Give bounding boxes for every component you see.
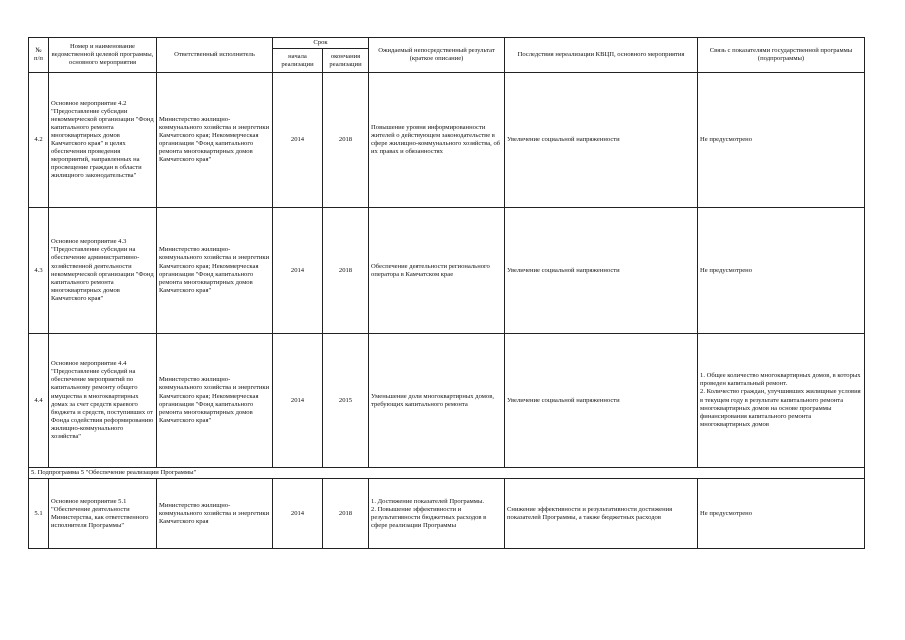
row-expected-result: Повышение уровня информированности жителей о действующем законодательстве в сфере жилищно-коммунального хозяйства, об их правах и обязанностях [369,73,505,208]
row-start-year: 2014 [273,334,323,468]
header-expected-result: Ожидаемый непосредственный результат (краткое описание) [369,38,505,73]
row-expected-result: Обеспечение деятельности регионального оператора в Камчатском крае [369,208,505,334]
header-term: Срок [273,38,369,49]
program-table [28,37,865,549]
subprogram-title: 5. Подпрограмма 5 "Обеспечение реализации Программы" [29,468,865,479]
row-program-name: Основное мероприятие 5.1 "Обеспечение деятельности Министерства, как ответственного исполнителя Программы" [49,479,157,549]
row-number: 5.1 [29,479,49,549]
row-program-name: Основное мероприятие 4.3 "Предоставление субсидии на обеспечение административно-хозяйственной деятельности некоммерческой организации "Фонд капитального ремонта многоквартирных домов Камчатского края" [49,208,157,334]
row-end-year: 2018 [323,73,369,208]
row-link-indicators: 1. Общее количество многоквартирных домов, в которых проведен капитальный ремонт. 2. Количество граждан, улучшивших жилищные условия в текущем году в результате капитального ремонта многоквартирных домов на основе программы финансирования капитального ремонта многоквартирных домов [698,334,865,468]
table-row [29,334,865,468]
row-link-indicators: Не предусмотрено [698,479,865,549]
header-link-indicators: Связь с показателями государственной программы (подпрограммы) [698,38,865,73]
row-number: 4.4 [29,334,49,468]
header-number: № п/п [29,38,49,73]
table-row [29,208,865,334]
subprogram-row [29,468,865,479]
header-start: начала реализации [273,49,323,73]
table-row [29,73,865,208]
header-program-name: Номер и наименование ведомственной целевой программы, основного мероприятия [49,38,157,73]
row-start-year: 2014 [273,479,323,549]
header-responsible: Ответственный исполнитель [157,38,273,73]
row-end-year: 2018 [323,208,369,334]
row-end-year: 2018 [323,479,369,549]
row-consequences: Снижение эффективности и результативности достижения показателей Программы, а также бюджетных расходов [505,479,698,549]
row-start-year: 2014 [273,208,323,334]
row-consequences: Увеличение социальной напряженности [505,73,698,208]
header-consequences: Последствия нереализации КВЦП, основного мероприятия [505,38,698,73]
row-consequences: Увеличение социальной напряженности [505,334,698,468]
row-responsible: Министерство жилищно-коммунального хозяйства и энергетики Камчатского края; Некоммерческая организация "Фонд капитального ремонта многоквартирных домов Камчатского края" [157,73,273,208]
row-start-year: 2014 [273,73,323,208]
row-expected-result: Уменьшение доли многоквартирных домов, требующих капитального ремонта [369,334,505,468]
row-responsible: Министерство жилищно-коммунального хозяйства и энергетики Камчатского края [157,479,273,549]
row-program-name: Основное мероприятие 4.4 "Предоставление субсидий на обеспечение мероприятий по капитальному ремонту общего имущества в многоквартирных домах за счет средств краевого бюджета и средств, поступивших от Фонда содействия реформированию жилищно-коммунального хозяйства" [49,334,157,468]
header-end: окончания реализации [323,49,369,73]
row-responsible: Министерство жилищно-коммунального хозяйства и энергетики Камчатского края; Некоммерческая организация "Фонд капитального ремонта многоквартирных домов Камчатского края" [157,334,273,468]
table-row [29,479,865,549]
row-number: 4.2 [29,73,49,208]
row-link-indicators: Не предусмотрено [698,73,865,208]
row-expected-result: 1. Достижение показателей Программы. 2. Повышение эффективности и результативности бюджетных расходов в сфере реализации Программы [369,479,505,549]
row-end-year: 2015 [323,334,369,468]
row-consequences: Увеличение социальной напряженности [505,208,698,334]
row-link-indicators: Не предусмотрено [698,208,865,334]
row-number: 4.3 [29,208,49,334]
row-program-name: Основное мероприятие 4.2 "Предоставление субсидии некоммерческой организации "Фонд капитального ремонта многоквартирных домов Камчатского края" в целях обеспечения проведения мероприятий, направленных на просвещение граждан в области жилищного законодательства" [49,73,157,208]
row-responsible: Министерство жилищно-коммунального хозяйства и энергетики Камчатского края; Некоммерческая организация "Фонд капитального ремонта многоквартирных домов Камчатского края" [157,208,273,334]
